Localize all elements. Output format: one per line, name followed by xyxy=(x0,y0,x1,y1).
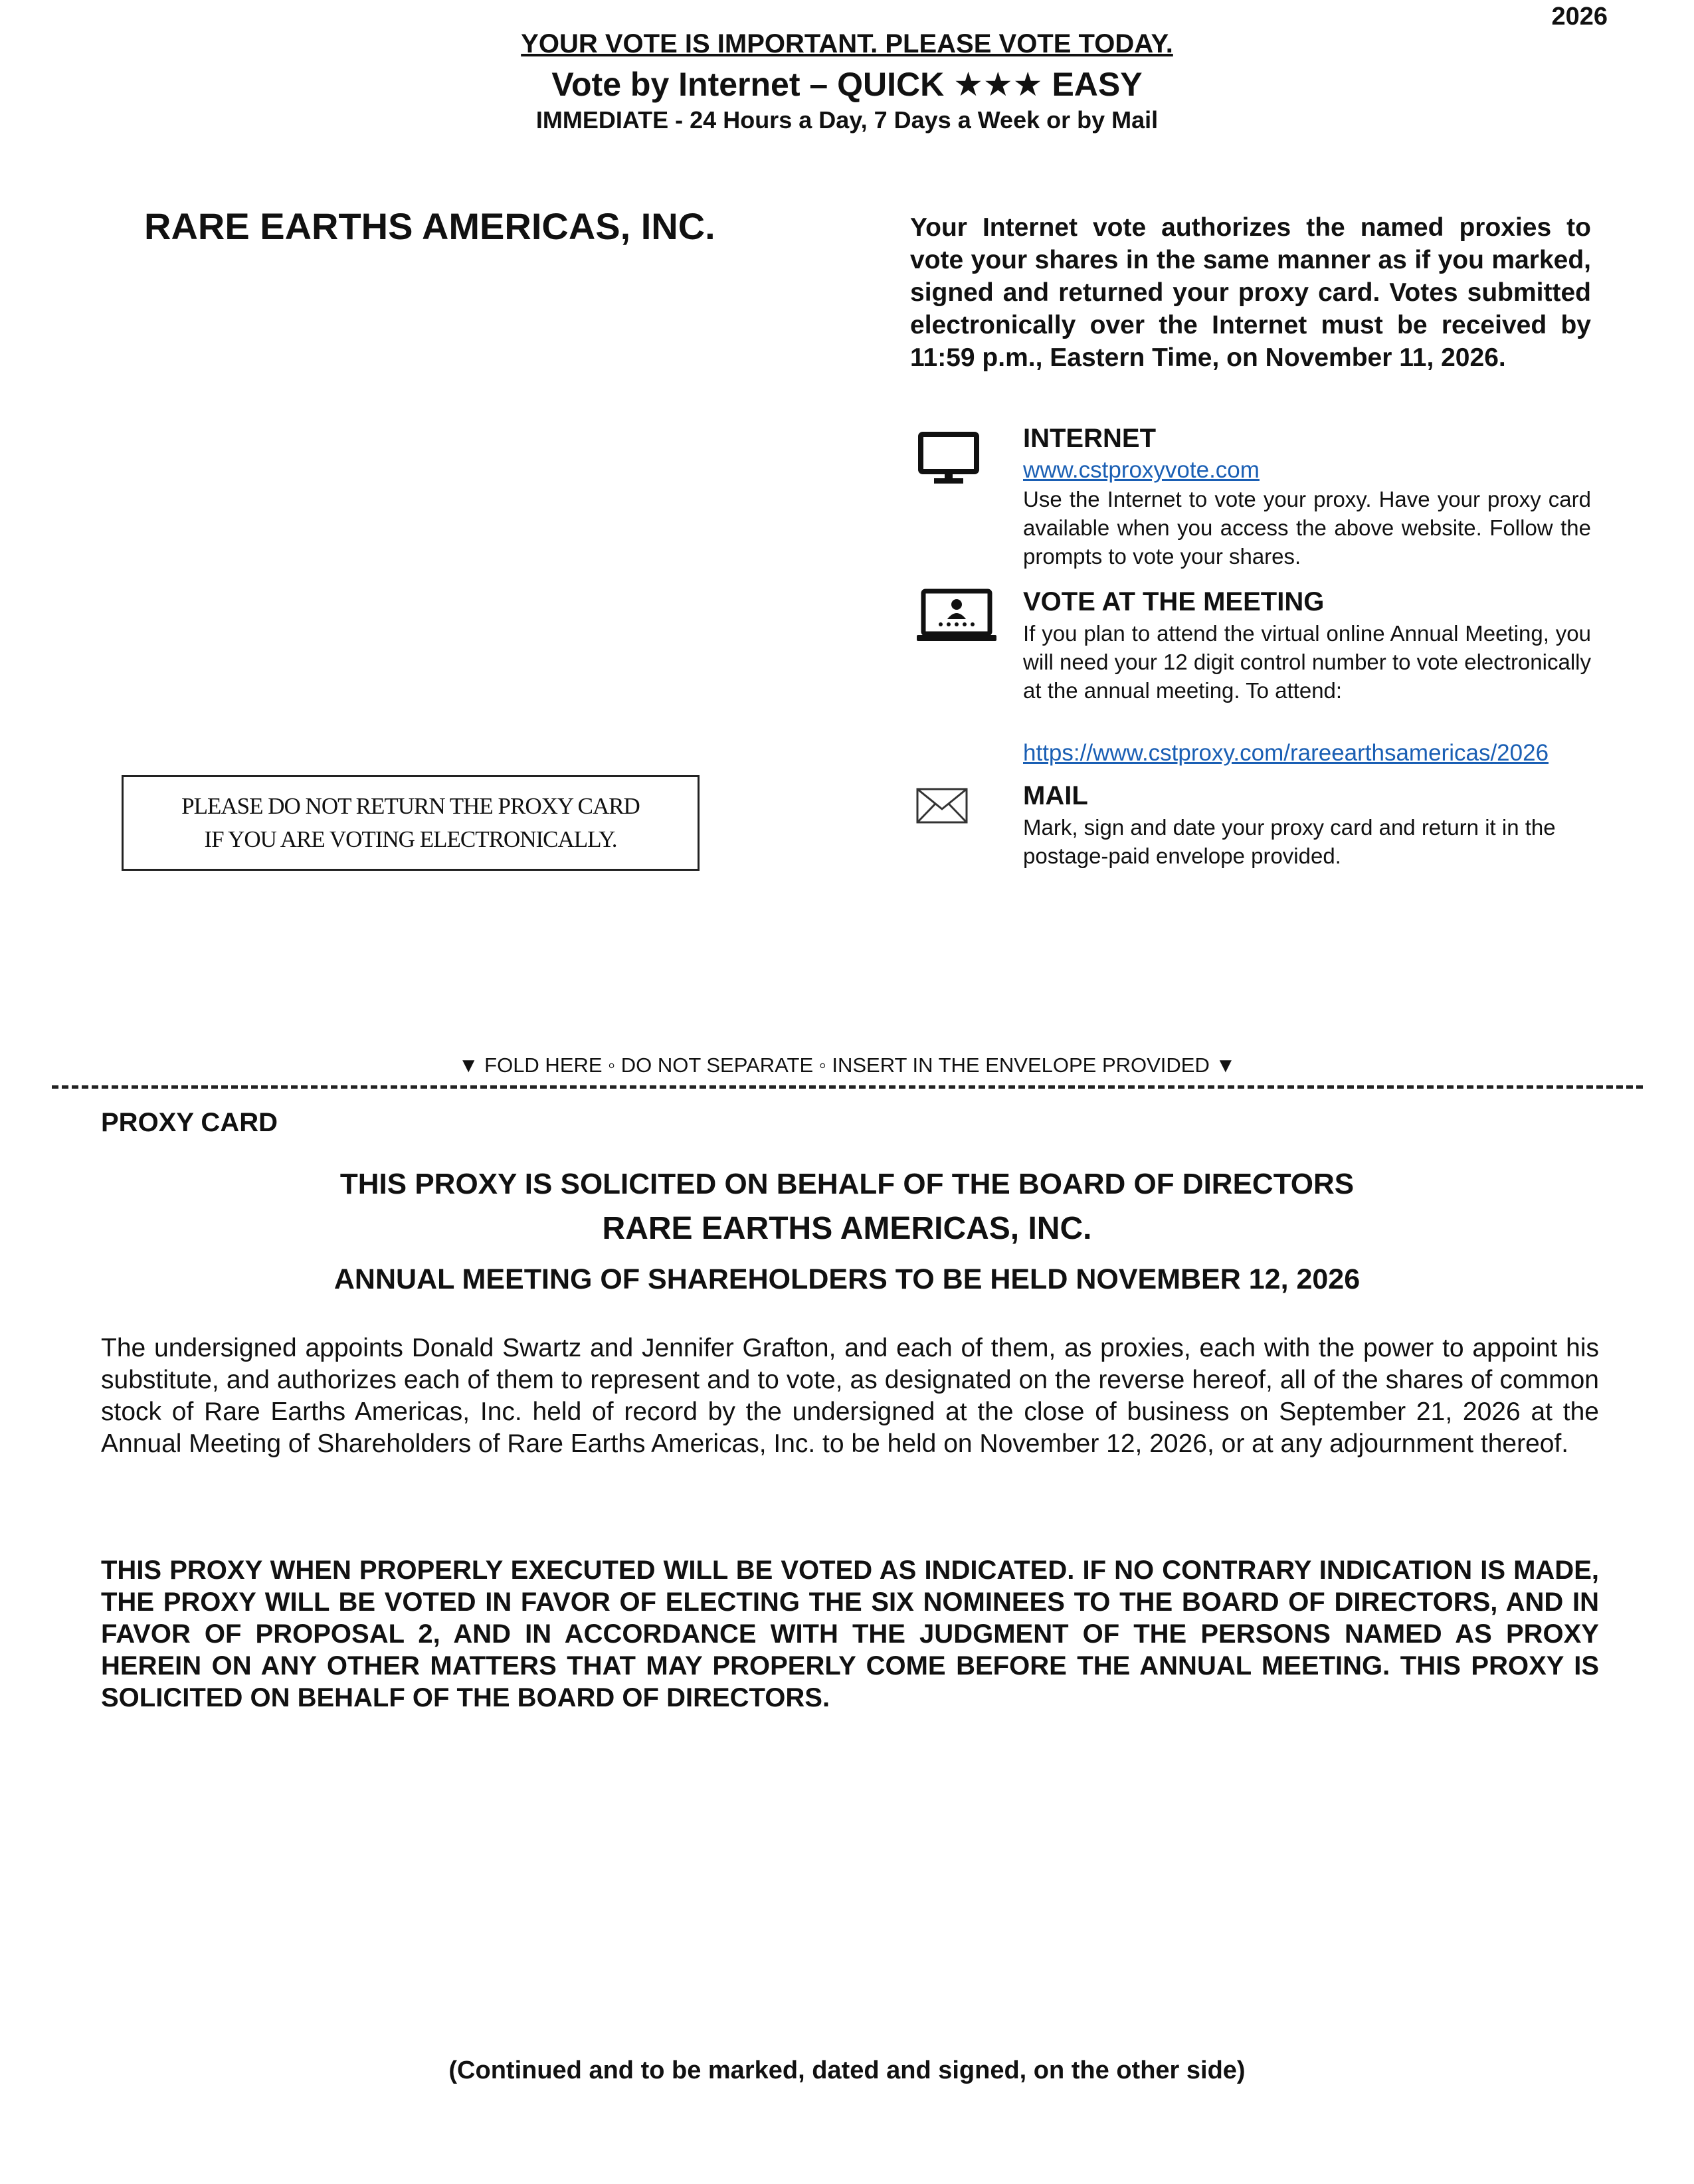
virtual-meeting-link[interactable]: https://www.cstproxy.com/rareearthsamericas/2026 xyxy=(1023,740,1549,766)
cstproxyvote-link[interactable]: www.cstproxyvote.com xyxy=(1023,457,1260,483)
solicited-heading: THIS PROXY IS SOLICITED ON BEHALF OF THE BOARD OF DIRECTORS xyxy=(339,1168,1355,1200)
monitor-icon xyxy=(915,430,1002,491)
annual-meeting-heading: ANNUAL MEETING OF SHAREHOLDERS TO BE HELD NOVEMBER 12, 2026 xyxy=(333,1263,1361,1295)
vote-at-meeting-description: If you plan to attend the virtual online Annual Meeting, you will need your 12 digit control number to vote electronically at the annual meeting. To attend: xyxy=(1023,621,1591,703)
vote-important-heading: YOUR VOTE IS IMPORTANT. PLEASE VOTE TODAY. xyxy=(521,29,1173,58)
mail-method-description: Mark, sign and date your proxy card and return it in the postage-paid envelope provided. xyxy=(1023,815,1556,868)
vote-at-meeting-title: VOTE AT THE MEETING xyxy=(1023,587,1325,616)
do-not-return-notice xyxy=(122,775,700,871)
fold-instruction: ▼ FOLD HERE ◦ DO NOT SEPARATE ◦ INSERT IN THE ENVELOPE PROVIDED ▼ xyxy=(458,1053,1236,1077)
continued-note: (Continued and to be marked, dated and signed, on the other side) xyxy=(448,2056,1246,2084)
mail-method-title: MAIL xyxy=(1023,781,1088,810)
proxy-card-label: PROXY CARD xyxy=(101,1108,278,1137)
proxy-appointment-paragraph: The undersigned appoints Donald Swartz and Jennifer Grafton, and each of them, as proxies, each with the power to appoint his substitute, and authorizes each of them to represent and to vote, as designated on the reverse hereof, all of the shares of common stock of Rare Earths Americas, Inc. held of record by the undersigned at the close of business on September 21, 2026 at the Annual Meeting of Shareholders of Rare Earths Americas, Inc. to be held on November 12, 2026, or at any adjournment thereof. xyxy=(101,1334,1599,1458)
availability-subheading: IMMEDIATE - 24 Hours a Day, 7 Days a Week or by Mail xyxy=(535,106,1159,134)
internet-vote-authorization-text: Your Internet vote authorizes the named proxies to vote your shares in the same manner as if you marked, signed and returned your proxy card. Votes submitted electronically over the Internet must be received by 11:59 p.m., Eastern Time, on November 11, 2026. xyxy=(910,213,1591,372)
fold-dashed-divider xyxy=(52,1085,1643,1089)
internet-method-title: INTERNET xyxy=(1023,424,1156,453)
vote-by-internet-heading: Vote by Internet – QUICK ★★★ EASY xyxy=(551,66,1143,103)
internet-method-description: Use the Internet to vote your proxy. Have your proxy card available when you access the above website. Follow the prompts to vote your shares. xyxy=(1023,487,1591,569)
notice-line-1: PLEASE DO NOT RETURN THE PROXY CARD xyxy=(181,793,640,819)
year-label: 2026 xyxy=(1551,3,1608,31)
notice-line-2: IF YOU ARE VOTING ELECTRONICALLY. xyxy=(204,826,617,852)
proxy-execution-paragraph: THIS PROXY WHEN PROPERLY EXECUTED WILL BE VOTED AS INDICATED. IF NO CONTRARY INDICATION IS MADE, THE PROXY WILL BE VOTED IN FAVOR OF ELECTING THE SIX NOMINEES TO THE BOARD OF DIRECTORS, AND IN FAVOR OF PROPOSAL 2, AND IN ACCORDANCE WITH THE JUDGMENT OF THE PERSONS NAMED AS PROXY HEREIN ON ANY OTHER MATTERS THAT MAY PROPERLY COME BEFORE THE ANNUAL MEETING. THIS PROXY IS SOLICITED ON BEHALF OF THE BOARD OF DIRECTORS. xyxy=(101,1556,1599,1712)
envelope-icon xyxy=(915,786,1002,830)
company-name: RARE EARTHS AMERICAS, INC. xyxy=(144,205,715,247)
proxy-company-name: RARE EARTHS AMERICAS, INC. xyxy=(602,1211,1092,1246)
laptop-meeting-icon xyxy=(915,587,1002,648)
